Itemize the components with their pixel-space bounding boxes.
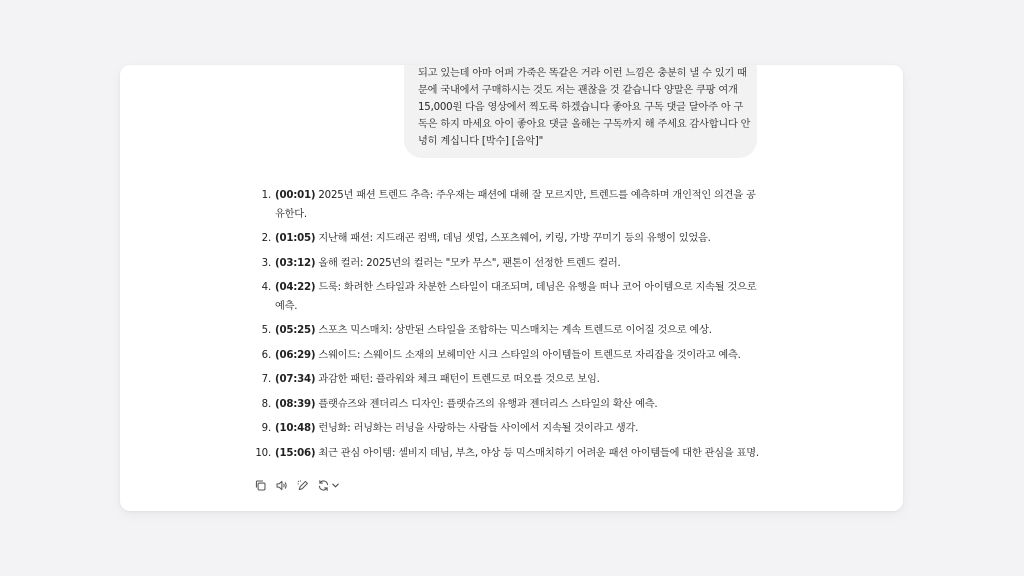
refresh-icon xyxy=(317,479,330,492)
list-item xyxy=(257,371,762,390)
user-message-line: 15,000원 다음 영상에서 찍도록 하겠습니다 좋아요 구독 댓글 달아주 아 구 xyxy=(418,102,744,113)
user-message-line: 되고 있는데 아마 어퍼 가죽은 똑같은 거라 이런 느낌은 충분히 낼 수 있기 때 xyxy=(418,68,747,79)
user-message-line: 문에 국내에서 구매하시는 것도 저는 괜찮을 것 같습니다 양말은 쿠팡 여개 xyxy=(418,85,738,96)
list-item xyxy=(257,279,762,316)
copy-button[interactable] xyxy=(254,479,267,492)
list-item-text: 스웨이드: 스웨이드 소재의 보헤미안 시크 스타일의 아이템들이 트렌드로 자리잡을 것이라고 예측. xyxy=(315,349,741,361)
user-message-line: 독은 하지 마세요 아이 좋아요 댓글 올해는 구독까지 해 주세요 감사합니다 안 xyxy=(418,119,751,130)
chat-panel xyxy=(120,65,903,511)
list-item-text: 올해 컬러: 2025년의 컬러는 "모카 무스", 팬톤이 선정한 트렌드 컬러. xyxy=(315,257,621,269)
list-item-text: 런닝화: 러닝화는 러닝을 사랑하는 사람들 사이에서 지속될 것이라고 생각. xyxy=(315,423,639,434)
timestamp: (01:05) xyxy=(275,233,316,244)
speaker-icon xyxy=(275,479,288,492)
list-item-text: 2025년 패션 트렌드 추측: 주우재는 패션에 대해 잘 모르지만, 트렌드를 예측하며 개인적인 의견을 공유한다. xyxy=(275,190,756,220)
list-item-text: 스포츠 믹스매치: 상반된 스타일을 조합하는 믹스매치는 계속 트렌드로 이어질 것으로 예상. xyxy=(315,325,712,336)
list-item xyxy=(257,396,762,415)
timestamp: (07:34) xyxy=(275,374,316,385)
list-item-text: 지난해 패션: 지드래곤 컴백, 데님 셋업, 스포츠웨어, 키링, 가방 꾸미기 등의 유행이 있었음. xyxy=(315,233,711,244)
pen-sparkle-icon xyxy=(296,479,309,492)
timestamp: (05:25) xyxy=(275,325,316,336)
assistant-summary-list xyxy=(257,187,762,469)
list-number: 1. xyxy=(261,190,271,201)
list-item xyxy=(257,347,762,366)
list-number: 3. xyxy=(261,257,271,269)
read-aloud-button[interactable] xyxy=(275,479,288,492)
list-item-text: 플랫슈즈와 젠더리스 디자인: 플랫슈즈의 유행과 젠더리스 스타일의 확산 예측. xyxy=(315,398,658,410)
list-item xyxy=(257,187,762,224)
list-number: 7. xyxy=(261,374,271,385)
list-number: 2. xyxy=(261,233,271,244)
list-item xyxy=(257,230,762,249)
list-number: 8. xyxy=(261,398,271,410)
list-number: 5. xyxy=(261,325,271,336)
timestamp: (08:39) xyxy=(275,398,316,410)
chevron-down-icon xyxy=(331,481,340,490)
list-number: 9. xyxy=(261,423,271,434)
edit-button[interactable] xyxy=(296,479,309,492)
list-item xyxy=(257,322,762,341)
list-item-text: 과감한 패턴: 플라워와 체크 패턴이 트렌드로 떠오를 것으로 보임. xyxy=(315,374,600,385)
message-actions-bar xyxy=(254,477,340,493)
list-item xyxy=(257,420,762,439)
regenerate-button[interactable] xyxy=(317,479,340,492)
list-item-text: 드룩: 화려한 스타일과 차분한 스타일이 대조되며, 데님은 유행을 떠나 코어 아이템으로 지속될 것으로 예측. xyxy=(275,282,757,312)
user-message-bubble xyxy=(404,65,757,158)
timestamp: (06:29) xyxy=(275,349,316,361)
list-number: 6. xyxy=(261,349,271,361)
list-item xyxy=(257,255,762,274)
user-message-line: 녕히 계십니다 [박수] [음악]" xyxy=(418,136,544,147)
timestamp: (04:22) xyxy=(275,282,316,293)
list-number: 10. xyxy=(255,447,271,459)
timestamp: (03:12) xyxy=(275,257,316,269)
timestamp: (10:48) xyxy=(275,423,316,434)
list-item-text: 최근 관심 아이템: 셀비지 데님, 부츠, 야상 등 믹스매치하기 어려운 패션 아이템들에 대한 관심을 표명. xyxy=(315,447,759,459)
list-item xyxy=(257,445,762,464)
timestamp: (15:06) xyxy=(275,447,316,459)
copy-icon xyxy=(254,479,267,492)
list-number: 4. xyxy=(261,282,271,293)
timestamp: (00:01) xyxy=(275,190,316,201)
